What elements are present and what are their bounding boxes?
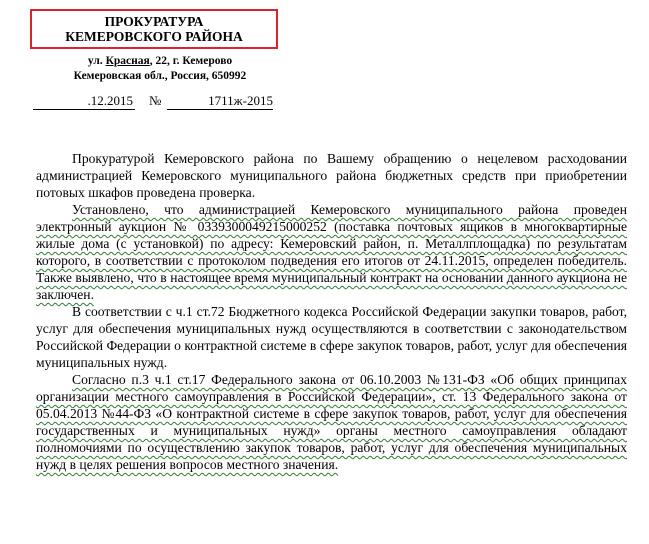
address-street: Красная (105, 55, 150, 67)
org-name-line2: КЕМЕРОВСКОГО РАЙОНА (65, 29, 243, 44)
address-suffix: , 22, г. Кемерово (149, 55, 233, 67)
paragraph-2: Установлено, что администрацией Кемеровского муниципального района проведен электронный аукцион № 0339300049215000252 (поставка почтовых ящиков в многоквартирные жилые дома (с установкой) по адресу: Кемеровский район, п. Металлплощадка) по результатам которого, в соответствии с протоколом подведения его итогов от 24.11.2015, определен победитель. Также выявлено, что в настоящее время муниципальный контракт на основании данного аукциона не заключен. (36, 202, 627, 302)
address-block (40, 54, 280, 84)
number-sign: № (149, 93, 162, 108)
org-name-line1: ПРОКУРАТУРА (104, 14, 204, 29)
organization-stamp (30, 9, 278, 49)
paragraph-3: В соответствии с ч.1 ст.72 Бюджетного кодекса Российской Федерации закупки товаров, работ, услуг для обеспечения муниципальных нужд осуществляются в соответствии с законодательством Российской Федерации о контрактной системе в сфере закупок товаров, работ, услуг для обеспечения муниципальных нужд. (36, 304, 627, 370)
paragraph-4: Согласно п.3 ч.1 ст.17 Федерального закона от 06.10.2003 №131-ФЗ «Об общих принципах организации местного самоуправления в Российской Федерации», ст. 13 Федерального закона от 05.04.2013 №44-ФЗ «О контрактной системе в сфере закупок товаров, работ, услуг для обеспечения государственных и муниципальных нужд» органы местного самоуправления обладают полномочиями по осуществлению закупок товаров, работ, услуг для обеспечения муниципальных нужд в целях решения вопросов местного значения. (36, 372, 627, 472)
document-number: 1711ж-2015 (167, 93, 273, 110)
address-prefix: ул. (87, 55, 106, 67)
address-line2: Кемеровская обл., Россия, 650992 (73, 70, 247, 82)
paragraph-1: Прокуратурой Кемеровского района по Вашему обращению о нецелевом расходовании администрацией Кемеровского муниципального района бюджетных средств при приобретении потовых шкафов проведена проверка. (36, 151, 627, 200)
letter-body (36, 150, 627, 473)
document-date: .12.2015 (33, 93, 135, 110)
address-line1 (40, 54, 280, 69)
